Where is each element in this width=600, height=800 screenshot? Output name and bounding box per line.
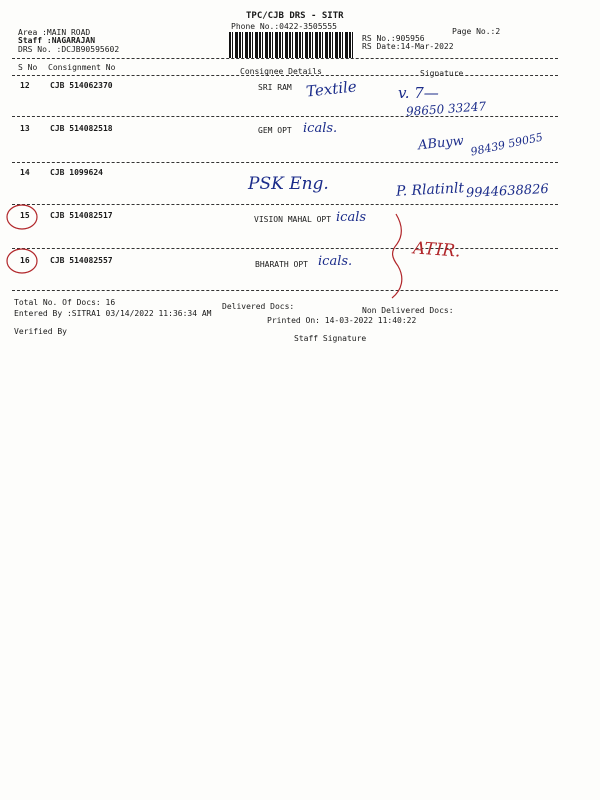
row-13-handwritten-suffix: icals.	[303, 121, 338, 136]
staff-label: Staff :NAGARAJAN	[18, 36, 96, 45]
bracket-mark	[392, 214, 402, 298]
row-16-handwritten-suffix: icals.	[318, 254, 353, 269]
col-s-no: S No	[18, 63, 38, 72]
row-16-consignee: BHARATH OPT	[255, 260, 308, 269]
row-15-consignment: CJB 514082517	[50, 211, 113, 220]
total-docs: Total No. Of Docs: 16	[14, 298, 116, 307]
staff-signature: Staff Signature	[294, 334, 367, 343]
row-15-handwritten-signature: P. Rlatinlt	[395, 180, 465, 200]
row-12-consignee: SRI RAM	[258, 83, 292, 92]
row-15-consignee: VISION MAHAL OPT	[254, 215, 332, 224]
row-12-handwritten-signature: v. 7—	[398, 84, 439, 102]
row-12-sno: 12	[20, 81, 30, 90]
row-16-consignment: CJB 514082557	[50, 256, 113, 265]
row-14-handwritten-name: PSK Eng.	[248, 174, 329, 194]
row-16-sno: 16	[20, 256, 30, 265]
row-15-sno: 15	[20, 211, 30, 220]
row-13-consignee: GEM OPT	[258, 126, 292, 135]
rs-date: RS Date:14-Mar-2022	[362, 42, 454, 51]
row-15-circle-mark	[7, 205, 37, 229]
row-12-handwritten-phone: 98650 33247	[405, 99, 487, 119]
row-15-handwritten-suffix: icals	[336, 210, 367, 225]
row-12-consignment: CJB 514062370	[50, 81, 113, 90]
col-consignee: Consignee Details	[240, 67, 322, 76]
col-signature: Signature	[420, 69, 464, 78]
row-12-handwritten-name: Textile	[305, 77, 358, 101]
row-13-handwritten-phone: 98439 59055	[469, 130, 545, 159]
drs-number: DRS No. :DCJB90595602	[18, 45, 120, 54]
row-14-consignment: CJB 1099624	[50, 168, 103, 177]
col-consignment: Consignment No	[48, 63, 116, 72]
verified-by: Verified By	[14, 327, 67, 336]
row-13-handwritten-signature: ABuyw	[417, 133, 465, 154]
delivered-docs: Delivered Docs:	[222, 302, 295, 311]
row-13-sno: 13	[20, 124, 30, 133]
phone-number: Phone No.:0422-3505555	[231, 22, 337, 31]
entered-by: Entered By :SITRA1 03/14/2022 11:36:34 AM	[14, 309, 212, 318]
rs-number: RS No.:905956	[362, 34, 425, 43]
printed-on: Printed On: 14-03-2022 11:40:22	[267, 316, 417, 325]
area-label: Area :MAIN ROAD	[18, 28, 91, 37]
non-delivered-docs: Non Delivered Docs:	[362, 306, 454, 315]
page-number: Page No.:2	[452, 27, 501, 36]
document-title: TPC/CJB DRS - SITR	[246, 11, 344, 21]
row-16-handwritten-note: ATIR.	[412, 238, 462, 262]
row-13-consignment: CJB 514082518	[50, 124, 113, 133]
row-14-sno: 14	[20, 168, 30, 177]
row-15-handwritten-phone: 9944638826	[465, 181, 550, 202]
row-16-circle-mark	[7, 249, 37, 273]
